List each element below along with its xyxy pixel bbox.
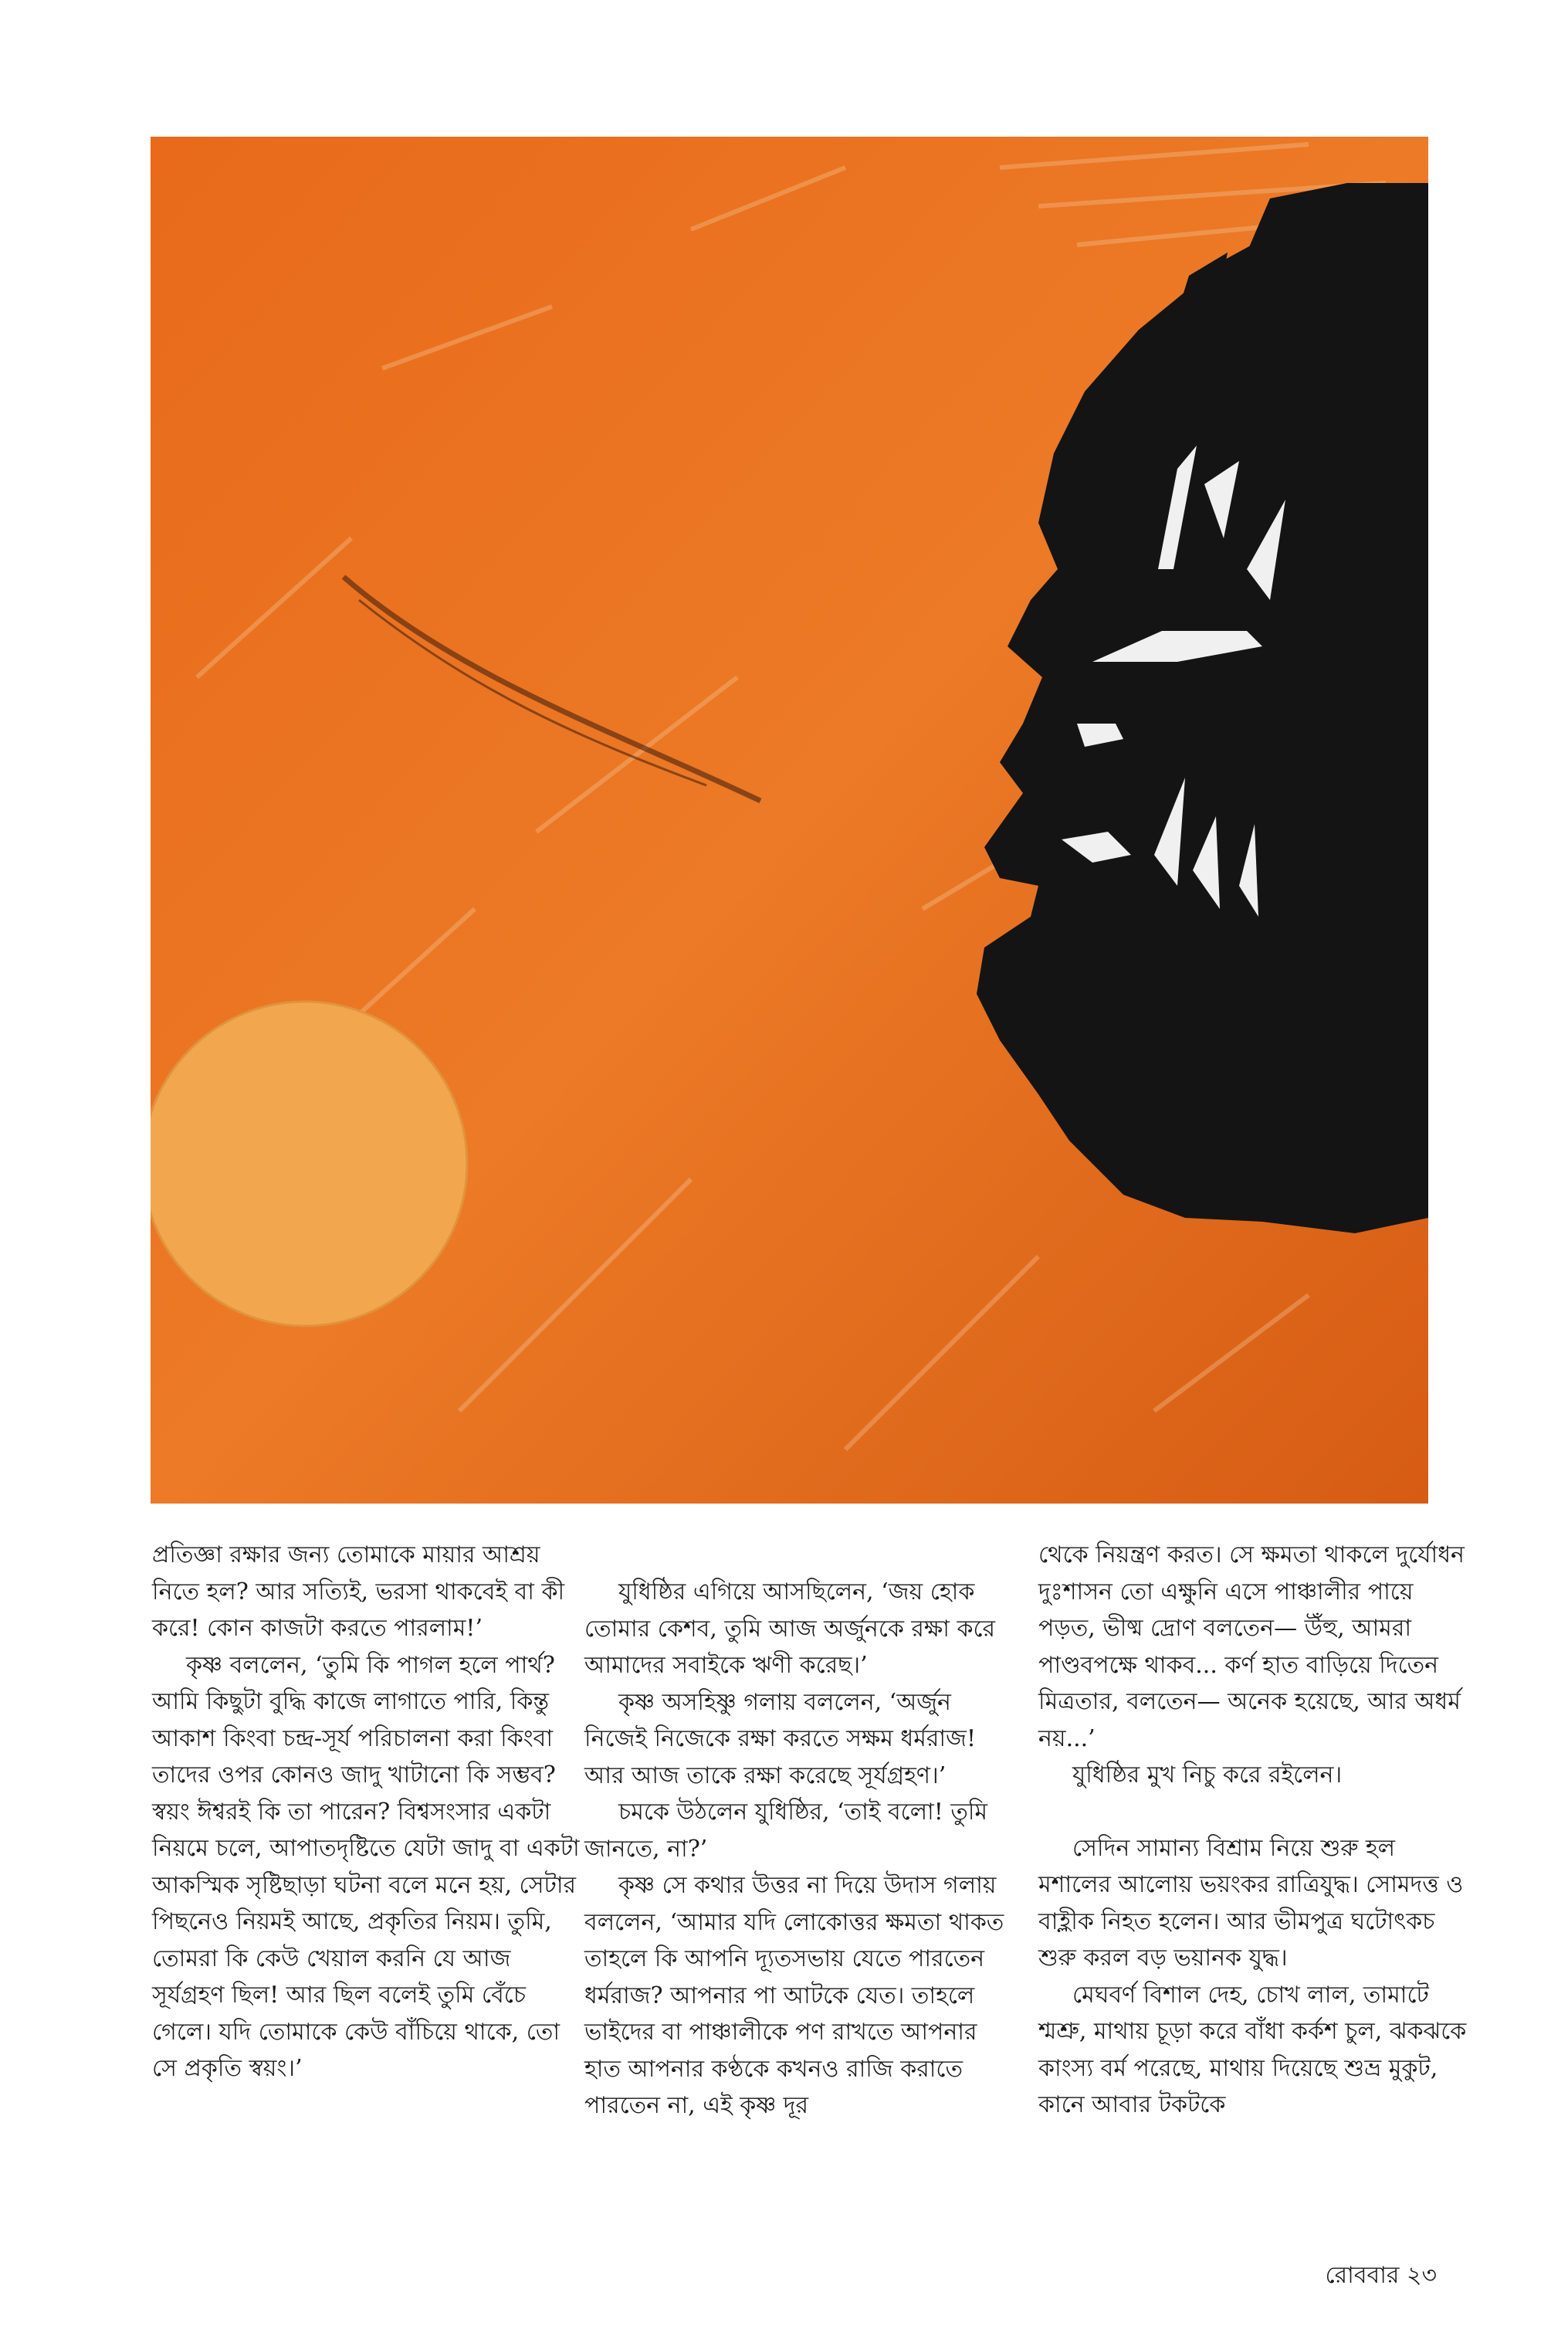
paragraph: যুধিষ্ঠির মুখ নিচু করে রইলেন। <box>1072 1761 1343 1789</box>
paragraph: থেকে নিয়ন্ত্রণ করত। সে ক্ষমতা থাকলে দুর্যোধন দুঃশাসন তো এক্ষুনি এসে পাঞ্চালীর পায়ে পড়ত, ভীষ্ম দ্রোণ বলতেন— উঁহু, আমরা পাণ্ডবপক্ষে থাকব... কর্ণ হাত বাড়িয়ে দিতেন মিত্রতার, বলতেন— অনেক হয়েছে, আর অধর্ম নয়...’ <box>1038 1541 1465 1752</box>
paragraph: সেদিন সামান্য বিশ্রাম নিয়ে শুরু হল মশালের আলোয় ভয়ংকর রাত্রিযুদ্ধ। সোমদত্ত ও বাহ্লীক নিহত হলেন। আর ভীমপুত্র ঘটোৎকচ শুরু করল বড় ভয়ানক যুদ্ধ। <box>1038 1834 1464 1972</box>
paragraph: প্রতিজ্ঞা রক্ষার জন্য তোমাকে মায়ার আশ্রয় নিতে হল? আর সত্যিই, ভরসা থাকবেই বা কী করে! কোন কাজটা করতে পারলাম!’ <box>152 1541 565 1642</box>
paragraph: কৃষ্ণ বললেন, ‘তুমি কি পাগল হলে পার্থ? আমি কিছুটা বুদ্ধি কাজে লাগাতে পারি, কিন্তু আকাশ কিংবা চন্দ্র-সূর্য পরিচালনা করা কিংবা তাদের ওপর কোনও জাদু খাটানো কি সম্ভব? স্বয়ং ঈশ্বরই কি তা পারেন? বিশ্বসংসার একটা নিয়মে চলে, আপাতদৃষ্টিতে যেটা জাদু বা একটা আকস্মিক সৃষ্টিছাড়া ঘটনা বলে মনে হয়, সেটার পিছনেও নিয়মই আছে, প্রকৃতির নিয়ম। তুমি, তোমরা কি কেউ খেয়াল করনি যে আজ সূর্যগ্রহণ ছিল! আর ছিল বলেই তুমি বেঁচে গেলে। যদি তোমাকে কেউ বাঁচিয়ে থাকে, তো সে প্রকৃতি স্বয়ং।’ <box>152 1651 580 2082</box>
paragraph: মেঘবর্ণ বিশাল দেহ, চোখ লাল, তামাটে শ্মশ্রু, মাথায় চূড়া করে বাঁধা কর্কশ চুল, ঝকঝকে কাংস্য বর্ম পরেছে, মাথায় দিয়েছে শুভ্র মুকুট, কানে আবার টকটকে <box>1038 1981 1467 2118</box>
text-column-3 <box>1038 1537 1471 2124</box>
text-column-2 <box>584 1574 1017 2124</box>
paragraph: চমকে উঠলেন যুধিষ্ঠির, ‘তাই বলো! তুমি জানতে, না?’ <box>584 1799 988 1863</box>
page-footer: রোববার ২৩ <box>1325 2262 1437 2289</box>
illustration <box>151 137 1428 1504</box>
paragraph: কৃষ্ণ সে কথার উত্তর না দিয়ে উদাস গলায় বললেন, ‘আমার যদি লোকোত্তর ক্ষমতা থাকত তাহলে কি আপনি দ্যূতসভায় যেতে পারতেন ধর্মরাজ? আপনার পা আটকে যেত। তাহলে ভাইদের বা পাঞ্চালীকে পণ রাখতে আপনার হাত আপনার কণ্ঠকে কখনও রাজি করাতে পারতেন না, এই কৃষ্ণ দূর <box>584 1872 1004 2119</box>
paragraph: কৃষ্ণ অসহিষ্ণু গলায় বললেন, ‘অর্জুন নিজেই নিজেকে রক্ষা করতে সক্ষম ধর্মরাজ! আর আজ তাকে রক্ষা করেছে সূর্যগ্রহণ।’ <box>584 1688 977 1789</box>
paragraph: যুধিষ্ঠির এগিয়ে আসছিলেন, ‘জয় হোক তোমার কেশব, তুমি আজ অর্জুনকে রক্ষা করে আমাদের সবাইকে ঋণী করেছ।’ <box>584 1578 996 1679</box>
text-column-1 <box>152 1537 584 2087</box>
